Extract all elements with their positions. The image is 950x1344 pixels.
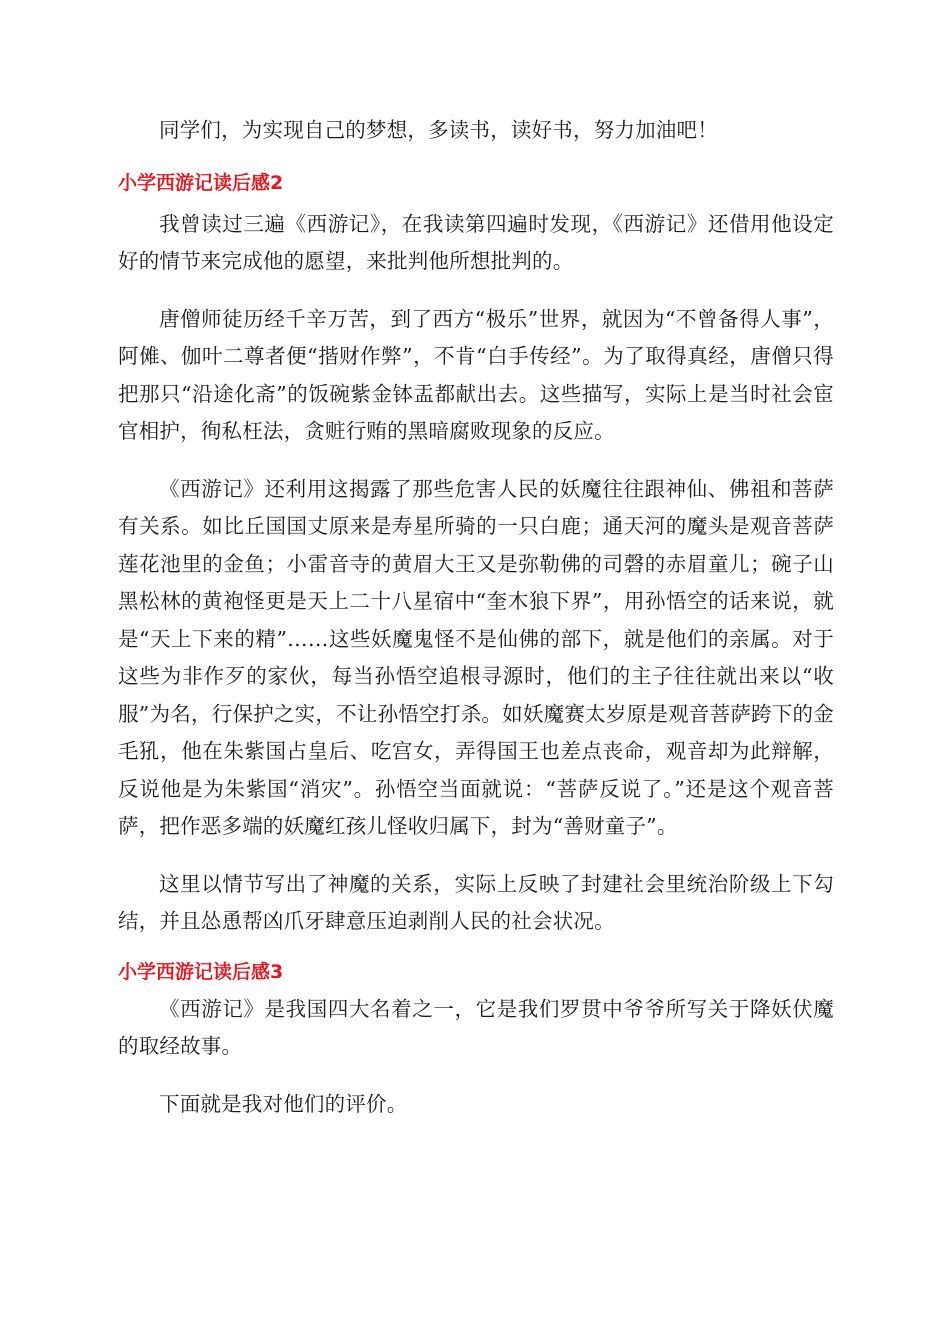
section-heading-2: 小学西游记读后感2 [118, 171, 284, 194]
section-heading-3: 小学西游记读后感3 [118, 960, 284, 983]
section2-paragraph-4: 这里以情节写出了神魔的关系，实际上反映了封建社会里统治阶级上下勾结，并且怂恿帮凶爪牙肆意压迫剥削人民的社会状况。 [118, 871, 834, 933]
section3-paragraph-1: 《西游记》是我国四大名着之一，它是我们罗贯中爷爷所写关于降妖伏魔的取经故事。 [118, 996, 834, 1058]
section2-paragraph-3: 《西游记》还利用这揭露了那些危害人民的妖魔往往跟神仙、佛祖和菩萨有关系。如比丘国国丈原来是寿星所骑的一只白鹿；通天河的魔头是观音菩萨莲花池里的金鱼；小雷音寺的黄眉大王又是弥勒佛的司磬的赤眉童儿；碗子山黑松林的黄袍怪更是天上二十八星宿中“奎木狼下界”，用孙悟空的话来说，就是“天上下来的精”……这些妖魔鬼怪不是仙佛的部下，就是他们的亲属。对于这些为非作歹的家伙，每当孙悟空追根寻源时，他们的主子往往就出来以“收服”为名，行保护之实，不让孙悟空打杀。如妖魔赛太岁原是观音菩萨跨下的金毛犼，他在朱紫国占皇后、吃宫女，弄得国王也差点丧命，观音却为此辩解，反说他是为朱紫国“消灾”。孙悟空当面就说：“菩萨反说了。”还是这个观音菩萨，把作恶多端的妖魔红孩儿怪收归属下，封为“善财童子”。 [118, 476, 834, 838]
intro-paragraph: 同学们，为实现自己的梦想，多读书，读好书，努力加油吧！ [159, 118, 718, 142]
document-page [118, 112, 834, 1123]
section3-paragraph-2: 下面就是我对他们的评价。 [159, 1091, 408, 1116]
section2-paragraph-1: 我曾读过三遍《西游记》，在我读第四遍时发现，《西游记》还借用他设定好的情节来完成他的愿望，来批判他所想批判的。 [118, 211, 834, 273]
section2-paragraph-2: 唐僧师徒历经千辛万苦，到了西方“极乐”世界，就因为“不曾备得人事”，阿傩、伽叶二尊者便“揩财作弊”，不肯“白手传经”。为了取得真经，唐僧只得把那只“沿途化斋”的饭碗紫金钵盂都献出去。这些描写，实际上是当时社会宦官相护，徇私枉法，贪赃行贿的黑暗腐败现象的反应。 [118, 306, 834, 443]
